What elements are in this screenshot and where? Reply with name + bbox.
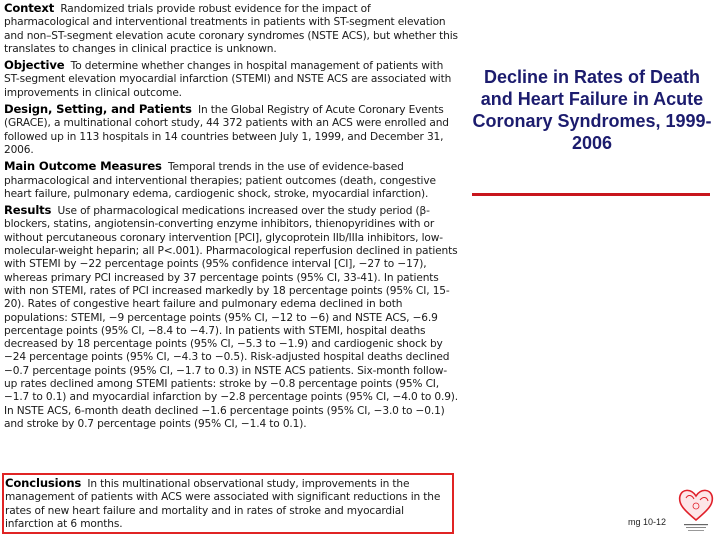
results-section (4, 204, 458, 431)
outcomes-body: Temporal trends in the use of evidence-based pharmacological and interventional therapies; patient outcomes (death, congestive heart failure, pulmonary edema, cardiogenic shock, stroke, myocardial infarction). (4, 161, 436, 200)
context-heading: Context (4, 2, 55, 15)
outcomes-section (4, 160, 458, 201)
slide-title: Decline in Rates of Death and Heart Failure in Acute Coronary Syndromes, 1999-2006 (472, 67, 712, 153)
objective-section (4, 59, 458, 100)
context-body: Randomized trials provide robust evidence for the impact of pharmacological and interventional treatments in patients with ST-segment elevation and non–ST-segment elevation acute coronary syndromes (NSTE ACS), but whether this translates to changes in clinical practice is unknown. (4, 3, 458, 55)
context-section (4, 2, 458, 56)
conclusions-section (5, 477, 453, 531)
results-body: Use of pharmacological medications increased over the study period (β-blockers, statins, angiotensin-converting enzyme inhibitors, thienopyridines with or without percutaneous coronary intervention [PCI], glycoprotein IIb/IIIa inhibitors, low-molecular-weight heparin; all P<.001). Pharmacological reperfusion declined in patients with STEMI by −22 percentage points (95% confidence interval [CI], −27 to −17), whereas primary PCI increased by 37 percentage points (95% CI, 33-41). In patients with non STEMI, rates of PCI increased markedly by 18 percentage points (95% CI, 15-20). Rates of congestive heart failure and pulmonary edema declined in both populations: STEMI, −9 percentage points (95% CI, −12 to −6) and NSTE ACS, −6.9 percentage points (95% CI, −8.4 to −4.7). In patients with STEMI, hospital deaths decreased by 18 percentage points (95% CI, −5.3 to −1.9) and cardiogenic shock by −24 percentage points (95% CI, −4.3 to −0.5). Risk-adjusted hospital deaths declined −0.7 percentage points (95% CI, −1.7 to 0.3) in NSTE ACS patients. Six-month follow-up rates declined among STEMI patients: stroke by −0.8 percentage points (95% CI, −1.7 to 0.1) and myocardial infarction by −2.8 percentage points (95% CI, −4.0 to 0.9). In NSTE ACS, 6-month death declined −1.6 percentage points (95% CI, −3.0 to −0.1) and stroke by 0.7 percentage points (95% CI, −1.4 to 0.1). (4, 205, 458, 430)
abstract-text (2, 2, 458, 538)
conclusions-heading: Conclusions (5, 476, 82, 490)
footer-reference: mg 10-12 (628, 517, 667, 527)
title-underline (472, 193, 710, 196)
conclusions-body: In this multinational observational study, improvements in the management of patients with ACS were associated with significant reductions in the rates of new heart failure and mortality and in rates of stroke and myocardial infarction at 6 months. (5, 478, 441, 530)
design-section (4, 103, 458, 157)
design-body: In the Global Registry of Acute Coronary Events (GRACE), a multinational cohort study, 44 372 patients with an ACS were enrolled and followed up in 113 hospitals in 14 countries between July 1, 1999, and December 31, 2006. (4, 104, 449, 156)
design-heading: Design, Setting, and Patients (4, 102, 192, 117)
heart-logo-icon (676, 486, 716, 536)
objective-heading: Objective (4, 58, 65, 73)
objective-body: To determine whether changes in hospital management of patients with ST-segment elevation myocardial infarction (STEMI) and NSTE ACS are associated with improvements in clinical outcome. (4, 60, 452, 99)
results-heading: Results (4, 203, 52, 218)
outcomes-heading: Main Outcome Measures (4, 159, 162, 174)
